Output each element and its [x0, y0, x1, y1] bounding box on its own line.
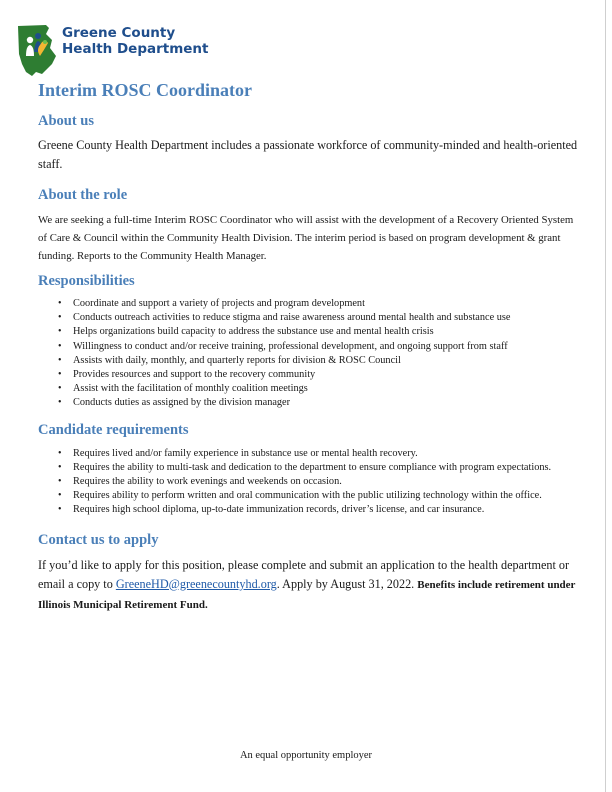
list-item: • Requires high school diploma, up-to-date immunization records, driver’s license, and car insurance.: [38, 503, 578, 517]
about-role-text: We are seeking a full-time Interim ROSC Coordinator who will assist with the development of a Recovery Oriented System of Care & Council within the Community Health Division. The interim period is based on program development & grant funding. Reports to the Community Health Manager.: [38, 214, 574, 262]
responsibilities-heading: Responsibilities: [38, 273, 135, 289]
page-title: Interim ROSC Coordinator: [38, 80, 252, 100]
job-posting: [38, 80, 578, 615]
footer-text: An equal opportunity employer: [239, 750, 373, 761]
contact-text-after: . Apply by August 31, 2022.: [276, 576, 418, 591]
list-item: • Conducts duties as assigned by the division manager: [38, 396, 578, 410]
list-item: • Conducts outreach activities to reduce stigma and raise awareness around mental health and substance use: [38, 311, 578, 325]
contact-text-before: If you’d like to apply for this position, please complete and submit an application to the health department or email a copy to: [38, 557, 570, 591]
benefits-text: Benefits include retirement under Illinois Municipal Retirement Fund.: [38, 578, 576, 611]
contact-heading: Contact us to apply: [38, 531, 159, 548]
list-item: • Requires ability to perform written and oral communication with the public utilizing technology within the office.: [38, 489, 578, 503]
about-role-heading: About the role: [38, 187, 128, 203]
organization-logo: [16, 12, 216, 80]
about-us-heading: About us: [38, 113, 95, 129]
contact-text: [38, 556, 578, 615]
page-edge-line: [605, 0, 606, 792]
logo-line-1: Greene County: [62, 25, 176, 41]
list-item: • Helps organizations build capacity to address the substance use and mental health crisis: [38, 325, 578, 339]
requirements-list: [38, 447, 578, 518]
list-item: • Provides resources and support to the recovery community: [38, 368, 578, 382]
list-item: • Coordinate and support a variety of projects and program development: [38, 297, 578, 311]
list-item: • Assists with daily, monthly, and quarterly reports for division & ROSC Council: [38, 354, 578, 368]
list-item: • Willingness to conduct and/or receive training, professional development, and ongoing support from staff: [38, 340, 578, 354]
list-item: • Requires lived and/or family experience in substance use or mental health recovery.: [38, 447, 578, 461]
responsibilities-list: [38, 297, 578, 411]
requirements-heading: Candidate requirements: [38, 421, 189, 438]
county-map-icon: [16, 12, 64, 78]
logo-line-2: Health Department: [62, 41, 209, 57]
email-link[interactable]: GreeneHD@greenecountyhd.org: [115, 576, 277, 591]
list-item: • Requires the ability to multi-task and dedication to the department to ensure compliance with program expectations.: [38, 461, 578, 475]
list-item: • Assist with the facilitation of monthly coalition meetings: [38, 382, 578, 396]
list-item: • Requires the ability to work evenings and weekends on occasion.: [38, 475, 578, 489]
logo-wordmark: [62, 25, 209, 57]
about-us-text: Greene County Health Department includes a passionate workforce of community-minded and health-oriented staff.: [38, 138, 578, 171]
